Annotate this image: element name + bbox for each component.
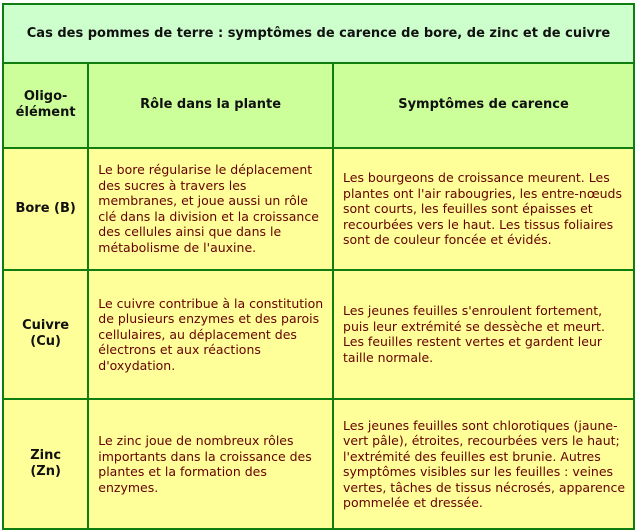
table-row	[3, 148, 634, 269]
table-row	[3, 270, 634, 400]
element-name: Zinc (Zn)	[30, 448, 62, 480]
element-cell	[3, 148, 88, 269]
deficiency-table	[2, 3, 635, 530]
header-element-line1: Oligo-	[23, 89, 68, 105]
role-cell: Le zinc joue de nombreux rôles importants dans la croissance des plantes et la formation des enzymes.	[88, 399, 333, 529]
role-cell: Le bore régularise le déplacement des sucres à travers les membranes, et joue aussi un rôle clé dans la division et la croissance des cellules ainsi que dans le métabolisme de l'auxine.	[88, 148, 333, 269]
element-cell	[3, 270, 88, 400]
element-name: Cuivre (Cu)	[22, 318, 70, 350]
symptoms-cell: Les bourgeons de croissance meurent. Les plantes ont l'air rabougries, les entre-nœuds sont courts, les feuilles sont épaisses et recourbées vers le haut. Les tissus foliaires sont de couleur foncée et évidés.	[333, 148, 634, 269]
header-role: Rôle dans la plante	[88, 63, 333, 148]
role-cell: Le cuivre contribue à la constitution de plusieurs enzymes et des parois cellulaires, au déplacement des électrons et aux réactions d'oxydation.	[88, 270, 333, 400]
symptoms-cell: Les jeunes feuilles sont chlorotiques (jaune-vert pâle), étroites, recourbées vers le haut; l'extrémité des feuilles est brunie. Autres symptômes visibles sur les feuilles : veines vertes, tâches de tissus nécrosés, apparence pommelée et dressée.	[333, 399, 634, 529]
title-row	[3, 4, 634, 63]
table-title: Cas des pommes de terre : symptômes de carence de bore, de zinc et de cuivre	[3, 4, 634, 63]
element-name: Bore (B)	[15, 200, 76, 216]
symptoms-cell: Les jeunes feuilles s'enroulent fortement, puis leur extrémité se dessèche et meurt. Les feuilles restent vertes et gardent leur taille normale.	[333, 270, 634, 400]
table-row	[3, 399, 634, 529]
header-symptoms: Symptômes de carence	[333, 63, 634, 148]
header-row	[3, 63, 634, 148]
header-element	[3, 63, 88, 148]
element-cell	[3, 399, 88, 529]
header-element-line2: élément	[15, 105, 76, 121]
